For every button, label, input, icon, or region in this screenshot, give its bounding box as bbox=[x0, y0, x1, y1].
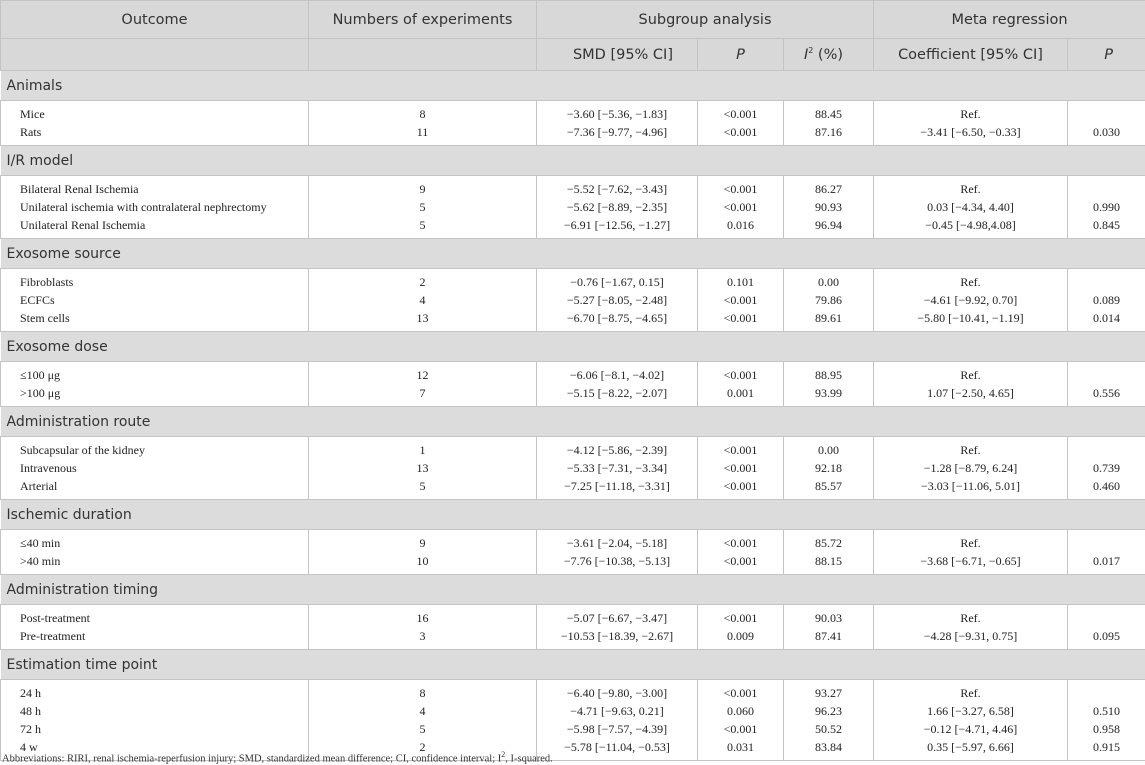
table-row bbox=[1, 269, 1145, 292]
i2-cell: 93.27 bbox=[784, 680, 874, 703]
coefficient-cell: Ref. bbox=[874, 176, 1068, 199]
numbers-cell: 12 bbox=[309, 362, 537, 385]
i2-cell: 85.57 bbox=[784, 477, 874, 500]
outcome-cell: Fibroblasts bbox=[1, 269, 309, 292]
table-row bbox=[1, 702, 1145, 720]
table-row bbox=[1, 530, 1145, 553]
numbers-cell: 1 bbox=[309, 437, 537, 460]
outcome-cell: Intravenous bbox=[1, 459, 309, 477]
coefficient-cell: −3.68 [−6.71, −0.65] bbox=[874, 552, 1068, 575]
i2-cell: 88.45 bbox=[784, 101, 874, 124]
coefficient-cell: −3.41 [−6.50, −0.33] bbox=[874, 123, 1068, 146]
footnote-text-a: Abbreviations: RIRI, renal ischemia-reperfusion injury; SMD, standardized mean difference; CI, confidence interval; I bbox=[2, 753, 502, 765]
p-meta-cell: 0.990 bbox=[1068, 198, 1145, 216]
p-meta-cell: 0.556 bbox=[1068, 384, 1145, 407]
table-row bbox=[1, 605, 1145, 628]
table-row bbox=[1, 477, 1145, 500]
section-header-row bbox=[1, 500, 1145, 530]
p-meta-cell: 0.915 bbox=[1068, 738, 1145, 761]
coefficient-cell: −4.28 [−9.31, 0.75] bbox=[874, 627, 1068, 650]
numbers-cell: 13 bbox=[309, 459, 537, 477]
smd-cell: −5.07 [−6.67, −3.47] bbox=[537, 605, 698, 628]
smd-cell: −5.15 [−8.22, −2.07] bbox=[537, 384, 698, 407]
header-i2-sup: 2 bbox=[808, 46, 814, 56]
header-p-meta: P bbox=[1068, 39, 1145, 71]
smd-cell: −4.12 [−5.86, −2.39] bbox=[537, 437, 698, 460]
outcome-cell: Pre-treatment bbox=[1, 627, 309, 650]
table-row bbox=[1, 680, 1145, 703]
i2-cell: 90.03 bbox=[784, 605, 874, 628]
table-row bbox=[1, 627, 1145, 650]
p-cell: <0.001 bbox=[698, 605, 784, 628]
p-cell: 0.009 bbox=[698, 627, 784, 650]
smd-cell: −6.06 [−8.1, −4.02] bbox=[537, 362, 698, 385]
coefficient-cell: −3.03 [−11.06, 5.01] bbox=[874, 477, 1068, 500]
smd-cell: −7.76 [−10.38, −5.13] bbox=[537, 552, 698, 575]
i2-cell: 87.16 bbox=[784, 123, 874, 146]
smd-cell: −5.78 [−11.04, −0.53] bbox=[537, 738, 698, 761]
p-meta-cell: 0.030 bbox=[1068, 123, 1145, 146]
coefficient-cell: Ref. bbox=[874, 605, 1068, 628]
p-meta-cell bbox=[1068, 530, 1145, 553]
smd-cell: −3.61 [−2.04, −5.18] bbox=[537, 530, 698, 553]
outcome-cell: >40 min bbox=[1, 552, 309, 575]
smd-cell: −7.36 [−9.77, −4.96] bbox=[537, 123, 698, 146]
p-meta-cell: 0.510 bbox=[1068, 702, 1145, 720]
numbers-cell: 2 bbox=[309, 269, 537, 292]
smd-cell: −5.52 [−7.62, −3.43] bbox=[537, 176, 698, 199]
p-cell: <0.001 bbox=[698, 437, 784, 460]
coefficient-cell: 0.03 [−4.34, 4.40] bbox=[874, 198, 1068, 216]
i2-cell: 89.61 bbox=[784, 309, 874, 332]
table-row bbox=[1, 216, 1145, 239]
table-row bbox=[1, 101, 1145, 124]
outcome-cell: Unilateral ischemia with contralateral nephrectomy bbox=[1, 198, 309, 216]
p-cell: 0.001 bbox=[698, 384, 784, 407]
numbers-cell: 3 bbox=[309, 627, 537, 650]
section-header-row bbox=[1, 332, 1145, 362]
smd-cell: −0.76 [−1.67, 0.15] bbox=[537, 269, 698, 292]
i2-cell: 0.00 bbox=[784, 269, 874, 292]
header-blank-outcome bbox=[1, 39, 309, 71]
p-cell: <0.001 bbox=[698, 720, 784, 738]
p-cell: 0.031 bbox=[698, 738, 784, 761]
outcome-cell: ECFCs bbox=[1, 291, 309, 309]
table-body bbox=[1, 71, 1145, 761]
coefficient-cell: Ref. bbox=[874, 680, 1068, 703]
header-outcome: Outcome bbox=[1, 1, 309, 39]
coefficient-cell: −1.28 [−8.79, 6.24] bbox=[874, 459, 1068, 477]
outcome-cell: Arterial bbox=[1, 477, 309, 500]
numbers-cell: 13 bbox=[309, 309, 537, 332]
i2-cell: 96.94 bbox=[784, 216, 874, 239]
i2-cell: 50.52 bbox=[784, 720, 874, 738]
p-cell: <0.001 bbox=[698, 123, 784, 146]
coefficient-cell: 1.66 [−3.27, 6.58] bbox=[874, 702, 1068, 720]
i2-cell: 88.15 bbox=[784, 552, 874, 575]
header-subgroup-analysis: Subgroup analysis bbox=[537, 1, 874, 39]
coefficient-cell: Ref. bbox=[874, 362, 1068, 385]
outcome-cell: ≤40 min bbox=[1, 530, 309, 553]
header-i2-symbol: I bbox=[803, 46, 809, 63]
numbers-cell: 4 bbox=[309, 702, 537, 720]
p-cell: <0.001 bbox=[698, 101, 784, 124]
p-meta-cell: 0.958 bbox=[1068, 720, 1145, 738]
smd-cell: −10.53 [−18.39, −2.67] bbox=[537, 627, 698, 650]
p-meta-cell bbox=[1068, 101, 1145, 124]
numbers-cell: 9 bbox=[309, 176, 537, 199]
p-cell: 0.016 bbox=[698, 216, 784, 239]
numbers-cell: 16 bbox=[309, 605, 537, 628]
p-cell: <0.001 bbox=[698, 459, 784, 477]
outcome-cell: Stem cells bbox=[1, 309, 309, 332]
p-meta-cell: 0.095 bbox=[1068, 627, 1145, 650]
p-meta-cell bbox=[1068, 680, 1145, 703]
table-row bbox=[1, 198, 1145, 216]
section-title: Exosome source bbox=[1, 239, 1145, 269]
coefficient-cell: Ref. bbox=[874, 437, 1068, 460]
p-cell: <0.001 bbox=[698, 362, 784, 385]
p-meta-cell: 0.014 bbox=[1068, 309, 1145, 332]
i2-cell: 85.72 bbox=[784, 530, 874, 553]
table-row bbox=[1, 720, 1145, 738]
p-cell: 0.101 bbox=[698, 269, 784, 292]
coefficient-cell: Ref. bbox=[874, 101, 1068, 124]
header-i2-unit: (%) bbox=[813, 46, 844, 63]
table-row bbox=[1, 552, 1145, 575]
section-header-row bbox=[1, 575, 1145, 605]
header-numbers: Numbers of experiments bbox=[309, 1, 537, 39]
section-title: Ischemic duration bbox=[1, 500, 1145, 530]
p-meta-cell: 0.845 bbox=[1068, 216, 1145, 239]
outcome-cell: Bilateral Renal Ischemia bbox=[1, 176, 309, 199]
section-header-row bbox=[1, 407, 1145, 437]
outcome-cell: ≤100 μg bbox=[1, 362, 309, 385]
p-cell: <0.001 bbox=[698, 680, 784, 703]
p-meta-cell: 0.739 bbox=[1068, 459, 1145, 477]
coefficient-cell: −5.80 [−10.41, −1.19] bbox=[874, 309, 1068, 332]
header-row-sub bbox=[1, 39, 1145, 71]
numbers-cell: 5 bbox=[309, 216, 537, 239]
i2-cell: 93.99 bbox=[784, 384, 874, 407]
p-cell: <0.001 bbox=[698, 198, 784, 216]
table-row bbox=[1, 123, 1145, 146]
smd-cell: −5.27 [−8.05, −2.48] bbox=[537, 291, 698, 309]
table-header bbox=[1, 1, 1145, 71]
numbers-cell: 5 bbox=[309, 720, 537, 738]
section-title: Estimation time point bbox=[1, 650, 1145, 680]
coefficient-cell: 1.07 [−2.50, 4.65] bbox=[874, 384, 1068, 407]
table-row bbox=[1, 176, 1145, 199]
outcome-cell: Subcapsular of the kidney bbox=[1, 437, 309, 460]
smd-cell: −6.91 [−12.56, −1.27] bbox=[537, 216, 698, 239]
p-cell: <0.001 bbox=[698, 530, 784, 553]
section-header-row bbox=[1, 71, 1145, 101]
coefficient-cell: −0.12 [−4.71, 4.46] bbox=[874, 720, 1068, 738]
smd-cell: −5.98 [−7.57, −4.39] bbox=[537, 720, 698, 738]
smd-cell: −7.25 [−11.18, −3.31] bbox=[537, 477, 698, 500]
i2-cell: 87.41 bbox=[784, 627, 874, 650]
i2-cell: 0.00 bbox=[784, 437, 874, 460]
numbers-cell: 2 bbox=[309, 738, 537, 761]
footnote-text-b: , I-squared. bbox=[505, 753, 553, 765]
i2-cell: 79.86 bbox=[784, 291, 874, 309]
header-p: P bbox=[698, 39, 784, 71]
smd-cell: −5.33 [−7.31, −3.34] bbox=[537, 459, 698, 477]
numbers-cell: 10 bbox=[309, 552, 537, 575]
p-cell: <0.001 bbox=[698, 477, 784, 500]
coefficient-cell: −0.45 [−4.98,4.08] bbox=[874, 216, 1068, 239]
numbers-cell: 7 bbox=[309, 384, 537, 407]
table-row bbox=[1, 291, 1145, 309]
section-header-row bbox=[1, 146, 1145, 176]
p-meta-cell: 0.017 bbox=[1068, 552, 1145, 575]
coefficient-cell: Ref. bbox=[874, 269, 1068, 292]
table-row bbox=[1, 384, 1145, 407]
p-cell: <0.001 bbox=[698, 291, 784, 309]
section-title: Administration timing bbox=[1, 575, 1145, 605]
header-row-top bbox=[1, 1, 1145, 39]
p-cell: <0.001 bbox=[698, 176, 784, 199]
coefficient-cell: Ref. bbox=[874, 530, 1068, 553]
outcome-cell: 48 h bbox=[1, 702, 309, 720]
table-row bbox=[1, 437, 1145, 460]
section-title: Animals bbox=[1, 71, 1145, 101]
numbers-cell: 11 bbox=[309, 123, 537, 146]
p-cell: <0.001 bbox=[698, 552, 784, 575]
section-title: I/R model bbox=[1, 146, 1145, 176]
i2-cell: 86.27 bbox=[784, 176, 874, 199]
smd-cell: −3.60 [−5.36, −1.83] bbox=[537, 101, 698, 124]
numbers-cell: 5 bbox=[309, 198, 537, 216]
p-meta-cell bbox=[1068, 362, 1145, 385]
i2-cell: 96.23 bbox=[784, 702, 874, 720]
smd-cell: −6.70 [−8.75, −4.65] bbox=[537, 309, 698, 332]
p-meta-cell: 0.460 bbox=[1068, 477, 1145, 500]
p-cell: <0.001 bbox=[698, 309, 784, 332]
i2-cell: 90.93 bbox=[784, 198, 874, 216]
numbers-cell: 9 bbox=[309, 530, 537, 553]
i2-cell: 92.18 bbox=[784, 459, 874, 477]
header-i2 bbox=[784, 39, 874, 71]
p-meta-cell: 0.089 bbox=[1068, 291, 1145, 309]
outcome-cell: Mice bbox=[1, 101, 309, 124]
i2-cell: 83.84 bbox=[784, 738, 874, 761]
outcome-cell: Unilateral Renal Ischemia bbox=[1, 216, 309, 239]
header-meta-regression: Meta regression bbox=[874, 1, 1145, 39]
footnote-sup: 2 bbox=[501, 750, 506, 759]
table-row bbox=[1, 459, 1145, 477]
smd-cell: −4.71 [−9.63, 0.21] bbox=[537, 702, 698, 720]
section-header-row bbox=[1, 239, 1145, 269]
numbers-cell: 5 bbox=[309, 477, 537, 500]
table-row bbox=[1, 309, 1145, 332]
outcome-cell: 72 h bbox=[1, 720, 309, 738]
section-header-row bbox=[1, 650, 1145, 680]
smd-cell: −5.62 [−8.89, −2.35] bbox=[537, 198, 698, 216]
header-smd: SMD [95% CI] bbox=[537, 39, 698, 71]
numbers-cell: 8 bbox=[309, 101, 537, 124]
smd-cell: −6.40 [−9.80, −3.00] bbox=[537, 680, 698, 703]
numbers-cell: 8 bbox=[309, 680, 537, 703]
p-meta-cell bbox=[1068, 437, 1145, 460]
outcome-cell: Post-treatment bbox=[1, 605, 309, 628]
p-meta-cell bbox=[1068, 269, 1145, 292]
outcome-cell: >100 μg bbox=[1, 384, 309, 407]
outcome-cell: 24 h bbox=[1, 680, 309, 703]
outcome-cell: Rats bbox=[1, 123, 309, 146]
outcome-cell: 4 w bbox=[1, 738, 309, 761]
p-meta-cell bbox=[1068, 176, 1145, 199]
coefficient-cell: 0.35 [−5.97, 6.66] bbox=[874, 738, 1068, 761]
i2-cell: 88.95 bbox=[784, 362, 874, 385]
section-title: Administration route bbox=[1, 407, 1145, 437]
section-title: Exosome dose bbox=[1, 332, 1145, 362]
header-blank-numbers bbox=[309, 39, 537, 71]
table-row bbox=[1, 362, 1145, 385]
coefficient-cell: −4.61 [−9.92, 0.70] bbox=[874, 291, 1068, 309]
p-cell: 0.060 bbox=[698, 702, 784, 720]
abbreviations-footnote bbox=[2, 750, 553, 765]
numbers-cell: 4 bbox=[309, 291, 537, 309]
p-meta-cell bbox=[1068, 605, 1145, 628]
header-coefficient: Coefficient [95% CI] bbox=[874, 39, 1068, 71]
